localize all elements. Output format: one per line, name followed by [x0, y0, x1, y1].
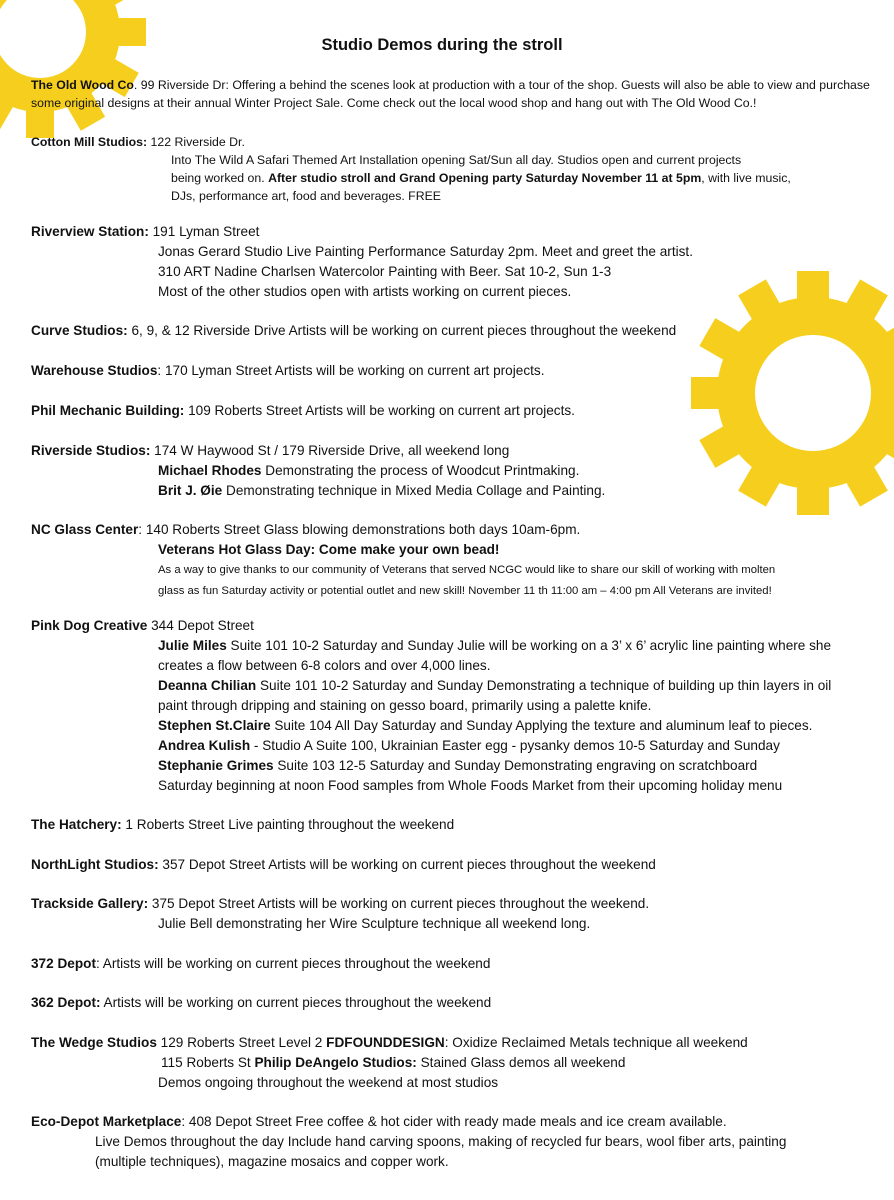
entry-description: 357 Depot Street Artists will be working on current pieces throughout the weekend [158, 857, 656, 872]
entry-name: Riverside Studios: [31, 443, 151, 458]
entry-line: Jonas Gerard Studio Live Painting Performance Saturday 2pm. Meet and greet the artist. [158, 244, 693, 259]
entry-address: 174 W Haywood St / 179 Riverside Drive, all weekend long [150, 443, 510, 458]
entry-line: Into The Wild A Safari Themed Art Installation opening Sat/Sun all day. Studios open and current projects [171, 153, 742, 167]
entry-curve-studios [31, 321, 871, 341]
entry-address: 375 Depot Street Artists will be working on current pieces throughout the weekend. [148, 896, 650, 911]
entry-address: 122 Riverside Dr. [147, 135, 245, 149]
entry-warehouse-studios [31, 361, 871, 381]
entry-address: : 408 Depot Street Free coffee & hot cider with ready made meals and ice cream available. [181, 1114, 727, 1129]
entry-old-wood-co [31, 76, 871, 112]
entry-line: Julie Bell demonstrating her Wire Sculpture technique all weekend long. [158, 916, 591, 931]
entry-nc-glass-center [31, 520, 871, 602]
studio-name: Philip DeAngelo Studios: [254, 1055, 417, 1070]
entry-description: 6, 9, & 12 Riverside Drive Artists will be working on current pieces throughout the weekend [127, 323, 677, 338]
entry-northlight-studios [31, 855, 871, 875]
entry-name: 362 Depot: [31, 995, 101, 1010]
entry-line: 115 Roberts St Philip DeAngelo Studios: Stained Glass demos all weekend [161, 1055, 626, 1070]
demo-item: Stephen St.Claire Suite 104 All Day Saturday and Sunday Applying the texture and aluminum leaf to pieces. [158, 718, 813, 733]
entry-name: Trackside Gallery: [31, 896, 149, 911]
entry-line: DJs, performance art, food and beverages. FREE [171, 189, 441, 203]
entry-address: 191 Lyman Street [148, 224, 260, 239]
entry-description: : Artists will be working on current pieces throughout the weekend [95, 956, 491, 971]
entry-name: 372 Depot [31, 956, 96, 971]
entry-name: The Old Wood Co [31, 78, 134, 92]
entry-eco-depot-marketplace [31, 1112, 871, 1172]
entry-name: Cotton Mill Studios: [31, 135, 148, 149]
artist-name: Stephanie Grimes [158, 758, 274, 773]
entry-line: Most of the other studios open with artists working on current pieces. [158, 284, 572, 299]
artist-name: Stephen St.Claire [158, 718, 271, 733]
demo-item: Stephanie Grimes Suite 103 12-5 Saturday and Sunday Demonstrating engraving on scratchboard [158, 758, 758, 773]
artist-name: Brit J. Øie [158, 483, 223, 498]
page-title: Studio Demos during the stroll [321, 36, 563, 54]
entry-phil-mechanic-building [31, 401, 871, 421]
entry-riverside-studios [31, 441, 871, 501]
demo-item: Brit J. Øie Demonstrating technique in Mixed Media Collage and Painting. [158, 483, 606, 498]
entry-line: being worked on. After studio stroll and Grand Opening party Saturday November 11 at 5pm, with live music, [171, 171, 791, 185]
entry-the-hatchery [31, 815, 871, 835]
artist-name: Julie Miles [158, 638, 227, 653]
demo-item: Andrea Kulish - Studio A Suite 100, Ukrainian Easter egg - pysanky demos 10-5 Saturday and Sunday [158, 738, 780, 753]
entry-name: NC Glass Center [31, 522, 139, 537]
studio-name: FDFOUNDDESIGN [326, 1035, 445, 1050]
entry-name: The Hatchery: [31, 817, 122, 832]
entry-address: 129 Roberts Street Level 2 [156, 1035, 327, 1050]
event-highlight: Veterans Hot Glass Day: Come make your own bead! [158, 542, 500, 557]
entry-address: : 140 Roberts Street Glass blowing demonstrations both days 10am-6pm. [138, 522, 581, 537]
entry-note: As a way to give thanks to our community of Veterans that served NCGC would like to share our skill of working with molten [158, 564, 776, 576]
entry-description: Offering a behind the scenes look at production with a tour of the shop. Guests will also be able to view and purchase some original designs at their annual Winter Project Sale. Come check out the local wood shop and hang out with The Old Wood Co.! [31, 78, 870, 110]
entry-line: 310 ART Nadine Charlsen Watercolor Painting with Beer. Sat 10-2, Sun 1-3 [158, 264, 612, 279]
artist-name: Deanna Chilian [158, 678, 257, 693]
entry-description: : 170 Lyman Street Artists will be working on current art projects. [157, 363, 545, 378]
entry-cotton-mill-studios [31, 133, 871, 205]
entry-description: 1 Roberts Street Live painting throughout the weekend [121, 817, 455, 832]
artist-name: Michael Rhodes [158, 463, 262, 478]
entry-address: . 99 Riverside Dr: [133, 78, 229, 92]
entry-line: Demos ongoing throughout the weekend at most studios [158, 1075, 499, 1090]
entry-note: glass as fun Saturday activity or potential outlet and new skill! November 11 th 11:00 am – 4:00 pm All Veterans are invited! [158, 585, 772, 597]
entry-name: Eco-Depot Marketplace [31, 1114, 182, 1129]
entry-trackside-gallery [31, 894, 871, 934]
entry-description: 109 Roberts Street Artists will be working on current art projects. [184, 403, 575, 418]
entry-the-wedge-studios: The Wedge Studios 129 Roberts Street Level 2 FDFOUNDDESIGN: Oxidize Reclaimed Metals technique all weekend 115 Roberts St Philip DeAngelo Studios: Stained Glass demos all weekend Demos ongoing throughout the weekend at most studios [31, 1033, 871, 1093]
artist-name: Andrea Kulish [158, 738, 251, 753]
entry-name: Curve Studios: [31, 323, 128, 338]
entry-name: Warehouse Studios [31, 363, 158, 378]
entry-name: NorthLight Studios: [31, 857, 159, 872]
entry-name: Riverview Station: [31, 224, 149, 239]
entry-372-depot [31, 954, 871, 974]
demo-item: Deanna Chilian Suite 101 10-2 Saturday and Sunday Demonstrating a technique of building up thin layers in oil paint through dripping and staining on gesso board, primarily using a palette knife. [158, 678, 832, 713]
demo-item: Julie Miles Suite 101 10-2 Saturday and Sunday Julie will be working on a 3’ x 6’ acrylic line painting where she creates a flow between 6-8 colors and over 4,000 lines. [158, 638, 832, 673]
entry-pink-dog-creative [31, 616, 871, 796]
entry-362-depot [31, 993, 871, 1013]
entry-name: Pink Dog Creative [31, 618, 148, 633]
entry-name: The Wedge Studios [31, 1035, 157, 1050]
entry-name: Phil Mechanic Building: [31, 403, 185, 418]
entry-line: Saturday beginning at noon Food samples from Whole Foods Market from their upcoming holiday menu [158, 778, 783, 793]
entry-line: Live Demos throughout the day Include hand carving spoons, making of recycled fur bears, wool fiber arts, painting (multiple techniques), magazine mosaics and copper work. [95, 1134, 787, 1169]
demo-item: Michael Rhodes Demonstrating the process of Woodcut Printmaking. [158, 463, 580, 478]
entry-address: 344 Depot Street [147, 618, 254, 633]
entry-riverview-station [31, 222, 871, 302]
entry-description: Artists will be working on current pieces throughout the weekend [100, 995, 492, 1010]
event-highlight: After studio stroll and Grand Opening party Saturday November 11 at 5pm [268, 171, 702, 185]
